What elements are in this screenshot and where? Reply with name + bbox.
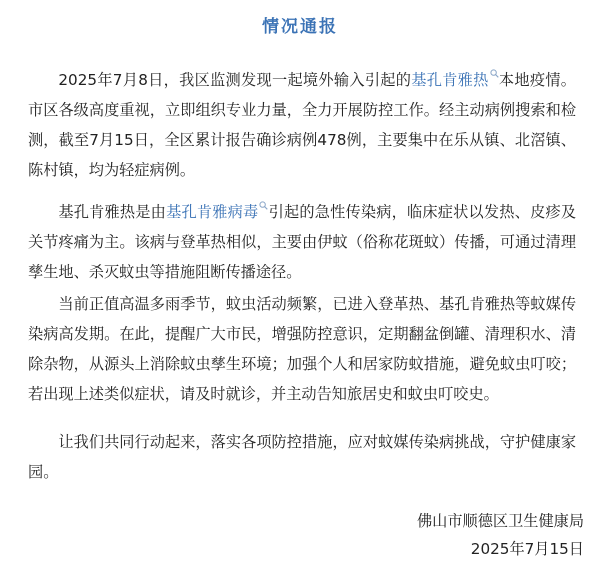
- paragraph-text: 基孔肯雅热是由: [58, 203, 167, 221]
- page-title: 情况通报: [262, 17, 338, 37]
- paragraph-text: 本地疫情。市区各级高度重视，立即组织专业力量，全力开展防控工作。经主动病例搜索和检测，截至7月15日，全区累计报告确诊病例478例，主要集中在乐从镇、北滘镇、陈村镇，均为轻症病例。: [28, 71, 576, 179]
- signature-date: 2025年7月15日: [470, 540, 584, 558]
- search-icon[interactable]: [259, 201, 268, 210]
- paragraph-call-to-action: 让我们共同行动起来，落实各项防控措施，应对蚊媒传染病挑战，守护健康家园。: [28, 433, 576, 481]
- paragraph-prevention-advice: 当前正值高温多雨季节，蚊虫活动频繁，已进入登革热、基孔肯雅热等蚊媒传染病高发期。在此，提醒广大市民，增强防控意识，定期翻盆倒罐、清理积水、清除杂物，从源头上消除蚊虫孳生环境；加强个人和居家防蚊措施，避免蚊虫叮咬；若出现上述类似症状，请及时就诊，并主动告知旅居史和蚊虫叮咬史。: [28, 295, 576, 403]
- paragraph-outbreak-report: [28, 65, 576, 185]
- paragraph-text: 引起的急性传染病，临床症状以发热、皮疹及关节疼痛为主。该病与登革热相似，主要由伊蚊（俗称花斑蚊）传播，可通过清理孳生地、杀灭蚊虫等措施阻断传播途径。: [28, 203, 577, 281]
- search-icon[interactable]: [490, 69, 499, 78]
- chikungunya-virus-link[interactable]: 基孔肯雅病毒: [166, 203, 259, 221]
- paragraph-disease-info: [28, 197, 576, 287]
- signature-organization: 佛山市顺德区卫生健康局: [416, 512, 584, 530]
- chikungunya-fever-link[interactable]: 基孔肯雅热: [411, 71, 489, 89]
- paragraph-text: 2025年7月8日，我区监测发现一起境外输入引起的: [58, 71, 412, 89]
